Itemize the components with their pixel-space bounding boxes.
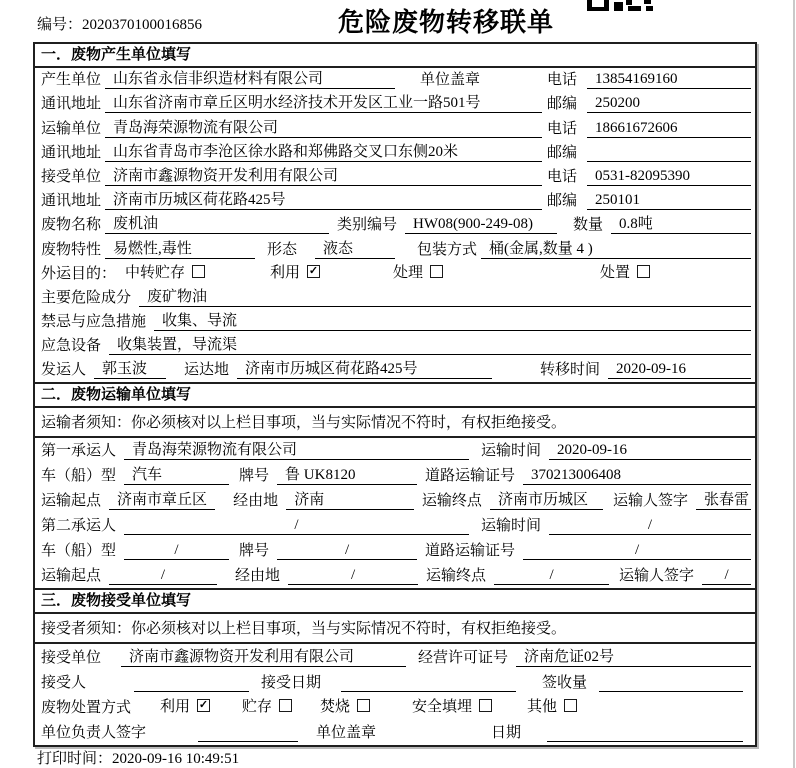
serial-value: 2020370100016856 xyxy=(82,17,203,33)
sign2-label: 运输人签字 xyxy=(619,568,695,585)
transporter-address-row xyxy=(35,141,755,165)
equipment-value: 收集装置，导流渠 xyxy=(109,333,751,355)
disposal-store-label: 贮存 xyxy=(242,699,273,715)
checkbox-unchecked-icon xyxy=(192,265,205,278)
end2-value: / xyxy=(494,567,609,585)
packing-label: 包装方式 xyxy=(417,241,478,258)
hazard-value: 废矿物油 xyxy=(139,285,751,307)
transporter-address-value: 山东省青岛市李沧区徐水路和郑佛路交叉口东侧20米 xyxy=(105,140,542,162)
transfer-date-label: 转移时间 xyxy=(540,362,601,379)
license2-label: 道路运输证号 xyxy=(425,543,516,560)
disposal-use-label: 利用 xyxy=(160,699,191,715)
checkbox-unchecked-icon xyxy=(564,699,577,712)
zip-label: 邮编 xyxy=(547,193,578,210)
producer-phone-value: 13854169160 xyxy=(587,71,751,89)
purpose-treat-label: 处理 xyxy=(393,264,424,281)
via2-label: 经由地 xyxy=(235,568,281,585)
receiver-notice: 接受者须知：你必须核对以上栏目事项，当与实际情况不符时，有权拒绝接受。 xyxy=(35,614,755,644)
vehicle2-label: 车（船）型 xyxy=(41,543,117,560)
character-label: 废物特性 xyxy=(41,241,102,258)
form-label: 形态 xyxy=(267,241,298,258)
checkbox-unchecked-icon xyxy=(479,699,492,712)
carrier1-row xyxy=(35,438,755,463)
transporter-zip-group xyxy=(547,141,751,162)
checkbox-checked-icon: ✓ xyxy=(198,699,209,711)
producer-phone-group xyxy=(547,68,751,89)
waste-name-label: 废物名称 xyxy=(41,217,102,234)
receiver-phone-value: 0531-82095390 xyxy=(587,168,751,186)
taboo-value: 收集、导流 xyxy=(154,309,751,331)
license1-label: 道路运输证号 xyxy=(425,468,516,485)
checkbox-checked-icon: ✓ xyxy=(308,264,319,277)
via2-value: / xyxy=(288,567,418,585)
form-value: 液态 xyxy=(315,237,395,259)
disposal-row xyxy=(35,695,755,720)
zip-label: 邮编 xyxy=(547,96,578,113)
destination-label: 运达地 xyxy=(184,362,230,379)
permit-value: 济南危证02号 xyxy=(516,645,751,667)
acceptor-label: 接受人 xyxy=(41,674,87,691)
accept-unit-label: 接受单位 xyxy=(41,649,102,666)
equipment-row xyxy=(35,334,755,358)
hazard-row xyxy=(35,286,755,310)
origin1-label: 运输起点 xyxy=(41,493,102,510)
vehicle1-row xyxy=(35,463,755,488)
route2-row xyxy=(35,563,755,588)
page-title: 危险废物转移联单 xyxy=(337,8,554,37)
purpose-label: 外运目的： xyxy=(41,265,117,282)
origin2-value: / xyxy=(109,567,217,585)
purpose-row xyxy=(35,262,755,286)
zip-label: 邮编 xyxy=(547,144,578,161)
origin1-value: 济南市章丘区 xyxy=(109,488,215,510)
phone-label: 电话 xyxy=(547,120,578,137)
producer-value: 山东省永信非织造材料有限公司 xyxy=(105,67,395,89)
consignor-label: 发运人 xyxy=(41,362,87,379)
manager-sign-row xyxy=(35,720,755,745)
transport-time2-value: / xyxy=(549,517,751,535)
phone-label: 电话 xyxy=(547,168,578,185)
end1-value: 济南市历城区 xyxy=(490,488,603,510)
unit-seal-label: 单位盖章 xyxy=(420,72,481,89)
transporter-phone-value: 18661672606 xyxy=(587,120,751,138)
address-label: 通讯地址 xyxy=(41,193,102,210)
vehicle1-label: 车（船）型 xyxy=(41,468,117,485)
section1-header: 一．废物产生单位填写 xyxy=(35,44,755,68)
producer-row xyxy=(35,68,755,92)
receiver-value: 济南市鑫源物资开发利用有限公司 xyxy=(105,164,542,186)
acceptor-row xyxy=(35,670,755,695)
phone-label: 电话 xyxy=(547,72,578,89)
producer-zip-group xyxy=(547,92,751,113)
destination-value: 济南市历城区荷花路425号 xyxy=(237,357,492,379)
transporter-value: 青岛海荣源物流有限公司 xyxy=(105,116,542,138)
receiver-zip-value: 250101 xyxy=(587,192,751,210)
packing-value: 桶(金属,数量 4 ) xyxy=(481,237,751,259)
print-time-label: 打印时间： xyxy=(37,751,113,767)
waste-name-value: 废机油 xyxy=(105,212,329,234)
producer-address-value: 山东省济南市章丘区明水经济技术开发区工业一路501号 xyxy=(105,91,542,113)
disposal-other-label: 其他 xyxy=(527,699,558,715)
transport-time1-value: 2020-09-16 xyxy=(549,442,751,460)
character-value: 易燃性,毒性 xyxy=(105,237,255,259)
address-label: 通讯地址 xyxy=(41,96,102,113)
vehicle2-row xyxy=(35,538,755,563)
disposal-landfill-option xyxy=(412,695,492,716)
category-value: HW08(900-249-08) xyxy=(405,216,557,234)
purpose-use-option xyxy=(270,261,320,282)
purpose-treat-option xyxy=(393,261,443,282)
accept-unit-row xyxy=(35,644,755,669)
plate2-value: / xyxy=(277,542,417,560)
waste-character-row xyxy=(35,237,755,261)
receiver-label: 接受单位 xyxy=(41,168,102,185)
print-time xyxy=(37,747,239,768)
end1-label: 运输终点 xyxy=(421,493,482,510)
disposal-other-option xyxy=(527,695,577,716)
receiver-address-row xyxy=(35,189,755,213)
acceptor-value xyxy=(134,674,249,692)
checkbox-unchecked-icon xyxy=(357,699,370,712)
transport-time1-label: 运输时间 xyxy=(481,443,542,460)
transport-time2-label: 运输时间 xyxy=(481,518,542,535)
producer-zip-value: 250200 xyxy=(587,95,751,113)
date-value xyxy=(547,724,743,742)
transporter-label: 运输单位 xyxy=(41,120,102,137)
plate1-value: 鲁 UK8120 xyxy=(277,463,417,485)
receiver-zip-group xyxy=(547,189,751,210)
carrier2-row xyxy=(35,513,755,538)
hazard-label: 主要危险成分 xyxy=(41,289,132,306)
license2-value: / xyxy=(523,542,751,560)
carrier1-label: 第一承运人 xyxy=(41,443,117,460)
disposal-burn-option xyxy=(320,695,370,716)
taboo-row xyxy=(35,310,755,334)
accept-date-label: 接受日期 xyxy=(261,674,322,691)
quantity-value: 0.8吨 xyxy=(611,212,751,234)
permit-label: 经营许可证号 xyxy=(418,649,509,666)
received-qty-value xyxy=(599,674,743,692)
disposal-use-option xyxy=(160,695,210,716)
accept-date-value xyxy=(341,674,516,692)
manager-sign-value xyxy=(198,724,298,742)
serial-label: 编号： xyxy=(37,17,83,33)
category-label: 类别编号 xyxy=(337,217,398,234)
received-qty-label: 签收量 xyxy=(542,674,588,691)
license1-value: 370213006408 xyxy=(523,467,751,485)
transporter-phone-group xyxy=(547,117,751,138)
address-label: 通讯地址 xyxy=(41,144,102,161)
document-header xyxy=(0,0,796,42)
carrier2-value: / xyxy=(124,517,469,535)
unit-seal-label: 单位盖章 xyxy=(316,725,377,742)
taboo-label: 禁忌与应急措施 xyxy=(41,314,147,331)
purpose-transfer-option xyxy=(125,261,205,282)
plate1-label: 牌号 xyxy=(239,468,270,485)
checkbox-unchecked-icon xyxy=(430,265,443,278)
transporter-zip-value xyxy=(587,144,751,162)
carrier2-label: 第二承运人 xyxy=(41,518,117,535)
sign1-value: 张春雷 xyxy=(696,488,751,510)
end2-label: 运输终点 xyxy=(426,568,487,585)
waste-name-row xyxy=(35,213,755,237)
transporter-notice: 运输者须知：你必须核对以上栏目事项，当与实际情况不符时，有权拒绝接受。 xyxy=(35,408,755,438)
qr-code-fragment xyxy=(587,0,653,11)
section2-header: 二．废物运输单位填写 xyxy=(35,382,755,408)
equipment-label: 应急设备 xyxy=(41,338,102,355)
page-right-edge xyxy=(793,0,795,768)
vehicle1-value: 汽车 xyxy=(124,463,229,485)
disposal-store-option xyxy=(242,695,292,716)
receiver-address-value: 济南市历城区荷花路425号 xyxy=(105,188,542,210)
carrier1-value: 青岛海荣源物流有限公司 xyxy=(124,438,469,460)
transfer-form xyxy=(33,42,757,747)
checkbox-unchecked-icon xyxy=(637,265,650,278)
consignor-row xyxy=(35,358,755,382)
section3-header: 三．废物接受单位填写 xyxy=(35,588,755,614)
via1-label: 经由地 xyxy=(233,493,279,510)
sign1-label: 运输人签字 xyxy=(612,493,688,510)
purpose-transfer-label: 中转贮存 xyxy=(125,264,186,281)
purpose-dispose-option xyxy=(600,261,650,282)
consignor-value: 郭玉波 xyxy=(94,357,166,379)
origin2-label: 运输起点 xyxy=(41,568,102,585)
transfer-date-value: 2020-09-16 xyxy=(608,361,751,379)
route1-row xyxy=(35,488,755,513)
plate2-label: 牌号 xyxy=(239,543,270,560)
disposal-burn-label: 焚烧 xyxy=(320,699,351,715)
disposal-label: 废物处置方式 xyxy=(41,700,132,716)
transporter-row xyxy=(35,116,755,140)
quantity-label: 数量 xyxy=(573,217,604,234)
receiver-phone-group xyxy=(547,165,751,186)
via1-value: 济南 xyxy=(286,488,414,510)
receiver-row xyxy=(35,165,755,189)
accept-unit-value: 济南市鑫源物资开发利用有限公司 xyxy=(121,645,406,667)
manager-sign-label: 单位负责人签字 xyxy=(41,725,147,742)
purpose-use-label: 利用 xyxy=(270,264,301,281)
producer-address-row xyxy=(35,92,755,116)
date-label: 日期 xyxy=(491,725,522,742)
vehicle2-value: / xyxy=(124,542,229,560)
checkbox-unchecked-icon xyxy=(279,699,292,712)
disposal-landfill-label: 安全填埋 xyxy=(412,699,473,715)
print-time-value: 2020-09-16 10:49:51 xyxy=(112,751,240,767)
sign2-value: / xyxy=(702,567,751,585)
purpose-dispose-label: 处置 xyxy=(600,264,631,281)
producer-label: 产生单位 xyxy=(41,72,102,89)
